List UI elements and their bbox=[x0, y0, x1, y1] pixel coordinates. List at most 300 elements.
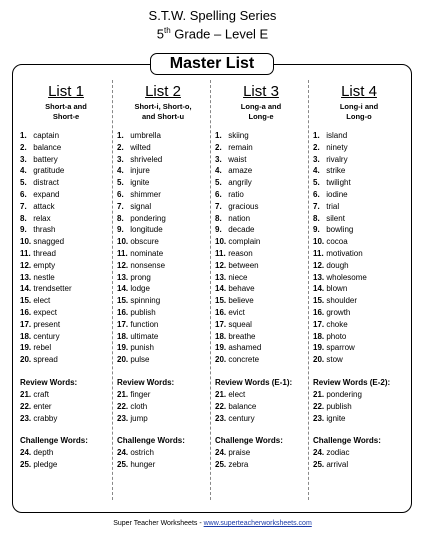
review-word: pondering bbox=[326, 389, 362, 399]
list-item bbox=[117, 236, 209, 248]
spelling-word: injure bbox=[130, 166, 150, 176]
list-item bbox=[313, 213, 405, 225]
review-word: jump bbox=[130, 413, 148, 423]
item-number: 20. bbox=[117, 355, 129, 365]
spelling-word: gracious bbox=[228, 201, 259, 211]
list-item bbox=[215, 401, 307, 413]
item-number: 24. bbox=[20, 448, 32, 458]
list-item bbox=[313, 413, 405, 425]
spelling-word: wholesome bbox=[326, 272, 367, 282]
item-number: 13. bbox=[117, 272, 129, 282]
list-item bbox=[117, 459, 209, 471]
spelling-word: waist bbox=[228, 154, 247, 164]
list-item bbox=[117, 307, 209, 319]
spelling-word: battery bbox=[33, 154, 58, 164]
item-number: 9. bbox=[117, 225, 124, 235]
challenge-word: praise bbox=[228, 448, 251, 458]
spelling-word: sparrow bbox=[326, 343, 355, 353]
spelling-word: nestle bbox=[33, 272, 55, 282]
spelling-word: choke bbox=[326, 319, 348, 329]
list-item bbox=[215, 236, 307, 248]
spelling-word: prong bbox=[130, 272, 151, 282]
item-number: 20. bbox=[313, 355, 325, 365]
item-number: 13. bbox=[215, 272, 227, 282]
list-item bbox=[117, 201, 209, 213]
spelling-word: trendsetter bbox=[33, 284, 72, 294]
review-word: enter bbox=[33, 401, 52, 411]
spelling-word: relax bbox=[33, 213, 51, 223]
spelling-word: blown bbox=[326, 284, 348, 294]
item-number: 8. bbox=[215, 213, 222, 223]
challenge-word: ostrich bbox=[130, 448, 154, 458]
challenge-list bbox=[117, 447, 209, 471]
list-item bbox=[20, 213, 112, 225]
item-number: 4. bbox=[215, 166, 222, 176]
list-item bbox=[20, 413, 112, 425]
item-number: 6. bbox=[313, 189, 320, 199]
list-item bbox=[20, 165, 112, 177]
review-heading: Review Words: bbox=[117, 377, 175, 387]
list-item bbox=[215, 307, 307, 319]
item-number: 1. bbox=[20, 131, 27, 140]
item-number: 25. bbox=[117, 460, 129, 470]
review-heading: Review Words: bbox=[20, 377, 78, 387]
list-item bbox=[117, 447, 209, 459]
item-number: 2. bbox=[313, 142, 320, 152]
item-number: 23. bbox=[20, 413, 32, 423]
list-item bbox=[117, 189, 209, 201]
list-item bbox=[117, 130, 209, 142]
spelling-word: photo bbox=[326, 331, 347, 341]
spelling-word: believe bbox=[228, 296, 254, 306]
item-number: 10. bbox=[117, 237, 129, 247]
review-word: cloth bbox=[130, 401, 148, 411]
spelling-word: function bbox=[130, 319, 159, 329]
column-divider bbox=[308, 80, 309, 500]
item-number: 5. bbox=[215, 178, 222, 188]
list-item bbox=[313, 224, 405, 236]
item-number: 22. bbox=[117, 401, 129, 411]
spelling-word: century bbox=[33, 331, 60, 341]
list-subtitle: Long-a and bbox=[240, 102, 282, 111]
item-number: 13. bbox=[313, 272, 325, 282]
spelling-word: punish bbox=[130, 343, 154, 353]
spelling-word: complain bbox=[228, 237, 261, 247]
footer-link[interactable]: www.superteacherworksheets.com bbox=[203, 520, 312, 527]
list-item bbox=[313, 447, 405, 459]
item-number: 18. bbox=[20, 331, 32, 341]
item-number: 12. bbox=[215, 260, 227, 270]
list-item bbox=[117, 401, 209, 413]
list-item bbox=[215, 177, 307, 189]
spelling-word: empty bbox=[33, 260, 56, 270]
list-item bbox=[313, 165, 405, 177]
list-item bbox=[215, 354, 307, 366]
item-number: 16. bbox=[20, 307, 32, 317]
list-item bbox=[215, 154, 307, 166]
list-item bbox=[117, 154, 209, 166]
list-item bbox=[313, 354, 405, 366]
footer-text: Super Teacher Worksheets - bbox=[113, 520, 204, 527]
list-item bbox=[313, 307, 405, 319]
spelling-word: trial bbox=[326, 201, 340, 211]
list-item bbox=[117, 260, 209, 272]
item-number: 19. bbox=[117, 343, 129, 353]
review-list bbox=[117, 389, 209, 424]
challenge-heading: Challenge Words: bbox=[215, 436, 283, 446]
item-number: 7. bbox=[117, 201, 124, 211]
spelling-word: present bbox=[33, 319, 61, 329]
spelling-word: dough bbox=[326, 260, 349, 270]
list-item bbox=[117, 165, 209, 177]
list-item bbox=[20, 354, 112, 366]
spelling-word: amaze bbox=[228, 166, 253, 176]
list-item bbox=[215, 389, 307, 401]
list-item bbox=[215, 224, 307, 236]
list-item bbox=[20, 447, 112, 459]
item-number: 9. bbox=[313, 225, 320, 235]
spelling-word: expand bbox=[33, 189, 60, 199]
list-item bbox=[313, 177, 405, 189]
list-item bbox=[117, 331, 209, 343]
spelling-word: skiing bbox=[228, 131, 249, 140]
list-item bbox=[20, 224, 112, 236]
spelling-word: thrash bbox=[33, 225, 56, 235]
spelling-word: strike bbox=[326, 166, 346, 176]
item-number: 5. bbox=[20, 178, 27, 188]
spelling-word: expect bbox=[33, 307, 57, 317]
column-divider bbox=[210, 80, 211, 500]
spelling-word: nonsense bbox=[130, 260, 166, 270]
item-number: 8. bbox=[117, 213, 124, 223]
list-item bbox=[215, 213, 307, 225]
spelling-word: bowling bbox=[326, 225, 354, 235]
list-subtitle: Long-i and bbox=[339, 102, 379, 111]
spelling-word: signal bbox=[130, 201, 152, 211]
spelling-word: niece bbox=[228, 272, 248, 282]
item-number: 17. bbox=[20, 319, 32, 329]
list-item bbox=[313, 389, 405, 401]
list-item bbox=[20, 401, 112, 413]
challenge-word: depth bbox=[33, 448, 54, 458]
list-item bbox=[313, 201, 405, 213]
spelling-word: ashamed bbox=[228, 343, 262, 353]
list-item bbox=[215, 272, 307, 284]
list-item bbox=[215, 459, 307, 471]
list-column-2 bbox=[117, 83, 209, 471]
list-subtitle: Short-a and bbox=[45, 102, 87, 111]
item-number: 18. bbox=[313, 331, 325, 341]
list-column-4 bbox=[313, 83, 405, 471]
spelling-word: gratitude bbox=[33, 166, 65, 176]
list-item bbox=[215, 342, 307, 354]
item-number: 14. bbox=[117, 284, 129, 294]
item-number: 22. bbox=[20, 401, 32, 411]
list-item bbox=[20, 201, 112, 213]
challenge-list bbox=[20, 447, 112, 471]
challenge-word: arrival bbox=[326, 460, 349, 470]
master-list-title: Master List bbox=[150, 53, 274, 75]
spelling-word: squeal bbox=[228, 319, 252, 329]
spelling-word: breathe bbox=[228, 331, 256, 341]
item-number: 11. bbox=[313, 248, 324, 258]
list-item bbox=[117, 224, 209, 236]
review-word: ignite bbox=[326, 413, 346, 423]
spelling-word: decade bbox=[228, 225, 255, 235]
item-number: 10. bbox=[20, 237, 32, 247]
item-number: 23. bbox=[117, 413, 129, 423]
list-title: List 4 bbox=[341, 83, 377, 100]
item-number: 12. bbox=[117, 260, 129, 270]
list-item bbox=[313, 142, 405, 154]
item-number: 18. bbox=[117, 331, 129, 341]
challenge-list bbox=[215, 447, 307, 471]
list-item bbox=[117, 389, 209, 401]
item-number: 19. bbox=[215, 343, 227, 353]
item-number: 25. bbox=[20, 460, 32, 470]
item-number: 20. bbox=[20, 355, 32, 365]
spelling-word: longitude bbox=[130, 225, 163, 235]
list-item bbox=[117, 177, 209, 189]
item-number: 2. bbox=[117, 142, 124, 152]
list-item bbox=[117, 142, 209, 154]
review-word: elect bbox=[228, 389, 246, 399]
spelling-word: ultimate bbox=[130, 331, 159, 341]
list-item bbox=[20, 342, 112, 354]
spelling-word: shimmer bbox=[130, 189, 161, 199]
item-number: 1. bbox=[313, 131, 320, 140]
list-header bbox=[215, 83, 307, 130]
item-number: 3. bbox=[313, 154, 320, 164]
spelling-word: elect bbox=[33, 296, 51, 306]
word-list bbox=[215, 130, 307, 366]
item-number: 16. bbox=[215, 307, 227, 317]
review-heading: Review Words (E-2): bbox=[313, 377, 391, 387]
item-number: 21. bbox=[117, 389, 129, 399]
grade-level: 5th Grade – Level E bbox=[156, 26, 269, 42]
spelling-word: island bbox=[326, 131, 348, 140]
item-number: 9. bbox=[20, 225, 27, 235]
item-number: 21. bbox=[215, 389, 227, 399]
spelling-word: attack bbox=[33, 201, 55, 211]
item-number: 1. bbox=[215, 131, 222, 140]
list-item bbox=[20, 189, 112, 201]
list-item bbox=[20, 307, 112, 319]
list-item bbox=[313, 459, 405, 471]
list-header bbox=[20, 83, 112, 130]
list-item bbox=[313, 401, 405, 413]
item-number: 8. bbox=[20, 213, 27, 223]
spelling-word: spinning bbox=[130, 296, 161, 306]
item-number: 14. bbox=[20, 284, 32, 294]
item-number: 15. bbox=[215, 296, 227, 306]
list-item bbox=[215, 319, 307, 331]
item-number: 13. bbox=[20, 272, 32, 282]
spelling-word: stow bbox=[326, 355, 343, 365]
list-item bbox=[313, 283, 405, 295]
list-item bbox=[313, 319, 405, 331]
word-list bbox=[20, 130, 112, 366]
item-number: 17. bbox=[313, 319, 325, 329]
item-number: 1. bbox=[117, 131, 124, 140]
list-column-1 bbox=[20, 83, 112, 471]
review-heading: Review Words (E-1): bbox=[215, 377, 293, 387]
challenge-list bbox=[313, 447, 405, 471]
series-title: S.T.W. Spelling Series bbox=[148, 8, 277, 23]
list-item bbox=[313, 130, 405, 142]
spelling-word: behave bbox=[228, 284, 255, 294]
spelling-word: nominate bbox=[130, 248, 164, 258]
item-number: 11. bbox=[215, 248, 226, 258]
list-item bbox=[117, 295, 209, 307]
item-number: 6. bbox=[20, 189, 27, 199]
spelling-word: twilight bbox=[326, 178, 351, 188]
list-item bbox=[215, 283, 307, 295]
item-number: 7. bbox=[313, 201, 320, 211]
item-number: 8. bbox=[313, 213, 320, 223]
spelling-word: spread bbox=[33, 355, 58, 365]
item-number: 16. bbox=[313, 307, 325, 317]
spelling-word: nation bbox=[228, 213, 251, 223]
item-number: 21. bbox=[313, 389, 325, 399]
list-item bbox=[215, 331, 307, 343]
list-item bbox=[313, 189, 405, 201]
spelling-word: between bbox=[228, 260, 259, 270]
list-item bbox=[313, 331, 405, 343]
list-item bbox=[20, 236, 112, 248]
spelling-word: shriveled bbox=[130, 154, 163, 164]
list-item bbox=[20, 389, 112, 401]
item-number: 19. bbox=[313, 343, 325, 353]
review-word: century bbox=[228, 413, 255, 423]
list-item bbox=[313, 260, 405, 272]
review-word: publish bbox=[326, 401, 352, 411]
spelling-word: cocoa bbox=[326, 237, 348, 247]
item-number: 12. bbox=[20, 260, 32, 270]
spelling-word: wilted bbox=[130, 142, 151, 152]
item-number: 3. bbox=[215, 154, 222, 164]
item-number: 4. bbox=[20, 166, 27, 176]
list-item bbox=[215, 201, 307, 213]
spelling-word: iodine bbox=[326, 189, 348, 199]
item-number: 4. bbox=[117, 166, 124, 176]
list-item bbox=[215, 413, 307, 425]
item-number: 4. bbox=[313, 166, 320, 176]
item-number: 18. bbox=[215, 331, 227, 341]
list-item bbox=[20, 319, 112, 331]
item-number: 24. bbox=[117, 448, 129, 458]
spelling-word: shoulder bbox=[326, 296, 358, 306]
item-number: 25. bbox=[313, 460, 325, 470]
item-number: 23. bbox=[215, 413, 227, 423]
spelling-word: captain bbox=[33, 131, 60, 140]
list-item bbox=[117, 354, 209, 366]
list-title: List 3 bbox=[243, 83, 279, 100]
page-header bbox=[0, 8, 425, 42]
spelling-word: publish bbox=[130, 307, 156, 317]
spelling-word: lodge bbox=[130, 284, 150, 294]
item-number: 15. bbox=[313, 296, 325, 306]
item-number: 14. bbox=[313, 284, 325, 294]
review-word: crabby bbox=[33, 413, 58, 423]
item-number: 15. bbox=[117, 296, 129, 306]
item-number: 5. bbox=[117, 178, 124, 188]
spelling-word: obscure bbox=[130, 237, 159, 247]
challenge-word: pledge bbox=[33, 460, 58, 470]
challenge-word: zebra bbox=[228, 460, 249, 470]
spelling-word: angrily bbox=[228, 178, 252, 188]
list-item bbox=[20, 142, 112, 154]
spelling-word: pondering bbox=[130, 213, 166, 223]
item-number: 2. bbox=[20, 142, 27, 152]
spelling-word: evict bbox=[228, 307, 245, 317]
list-subtitle: Long-e bbox=[248, 112, 274, 121]
spelling-word: balance bbox=[33, 142, 62, 152]
item-number: 11. bbox=[20, 248, 31, 258]
list-item bbox=[117, 283, 209, 295]
list-item bbox=[215, 142, 307, 154]
list-item bbox=[313, 295, 405, 307]
spelling-word: reason bbox=[228, 248, 253, 258]
spelling-word: snagged bbox=[33, 237, 65, 247]
item-number: 22. bbox=[313, 401, 325, 411]
list-item bbox=[313, 342, 405, 354]
item-number: 2. bbox=[215, 142, 222, 152]
list-title: List 1 bbox=[48, 83, 84, 100]
challenge-heading: Challenge Words: bbox=[313, 436, 381, 446]
list-item bbox=[117, 248, 209, 260]
list-item bbox=[117, 413, 209, 425]
item-number: 7. bbox=[215, 201, 222, 211]
list-item bbox=[313, 272, 405, 284]
item-number: 14. bbox=[215, 284, 227, 294]
review-word: craft bbox=[33, 389, 49, 399]
spelling-word: distract bbox=[33, 178, 60, 188]
item-number: 16. bbox=[117, 307, 129, 317]
list-subtitle: and Short-u bbox=[141, 112, 185, 121]
list-item bbox=[215, 260, 307, 272]
list-item bbox=[117, 272, 209, 284]
item-number: 12. bbox=[313, 260, 325, 270]
list-item bbox=[215, 248, 307, 260]
item-number: 3. bbox=[117, 154, 124, 164]
list-item bbox=[215, 447, 307, 459]
list-title: List 2 bbox=[145, 83, 181, 100]
spelling-word: ninety bbox=[326, 142, 348, 152]
list-item bbox=[215, 189, 307, 201]
review-list bbox=[313, 389, 405, 424]
item-number: 23. bbox=[313, 413, 325, 423]
list-item bbox=[20, 260, 112, 272]
item-number: 11. bbox=[117, 248, 128, 258]
list-item bbox=[20, 154, 112, 166]
item-number: 17. bbox=[117, 319, 129, 329]
list-item bbox=[215, 295, 307, 307]
list-item bbox=[20, 459, 112, 471]
list-item bbox=[313, 154, 405, 166]
review-list bbox=[215, 389, 307, 424]
spelling-word: ignite bbox=[130, 178, 150, 188]
word-list bbox=[117, 130, 209, 366]
spelling-word: umbrella bbox=[130, 131, 161, 140]
item-number: 25. bbox=[215, 460, 227, 470]
review-word: balance bbox=[228, 401, 257, 411]
spelling-word: thread bbox=[33, 248, 56, 258]
review-list bbox=[20, 389, 112, 424]
list-item bbox=[20, 283, 112, 295]
item-number: 24. bbox=[313, 448, 325, 458]
spelling-word: pulse bbox=[130, 355, 150, 365]
